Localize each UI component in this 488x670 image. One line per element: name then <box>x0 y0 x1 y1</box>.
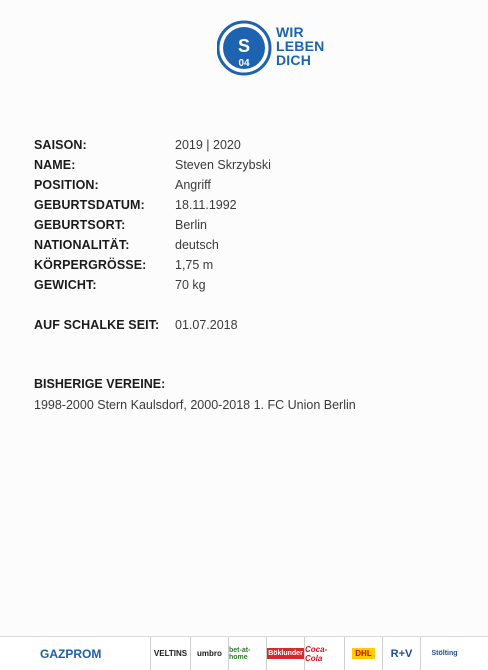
info-value: 1,75 m <box>175 258 214 272</box>
info-value: Steven Skrzybski <box>175 158 271 172</box>
sponsor-strip <box>0 636 488 670</box>
sponsor-name: Böklunder <box>268 650 303 657</box>
info-value: Angriff <box>175 178 211 192</box>
crest-number: 04 <box>238 58 250 69</box>
info-value: deutsch <box>175 238 219 252</box>
info-value: 18.11.1992 <box>175 198 237 212</box>
sponsor-logo <box>420 637 468 670</box>
info-value: 70 kg <box>175 278 206 292</box>
sponsor-name: R+V <box>390 647 413 660</box>
slogan-line: WIR <box>276 24 304 40</box>
sponsor-name: Coca-Cola <box>305 644 328 663</box>
info-value: 2019 | 2020 <box>175 138 241 152</box>
sponsor-name: Stölting <box>431 650 458 657</box>
previous-clubs-label: BISHERIGE VEREINE: <box>34 377 166 391</box>
crest-letter: S <box>237 36 251 56</box>
sponsor-logo <box>228 637 266 670</box>
sponsor-logo <box>266 637 304 670</box>
sponsor-logo <box>0 637 150 670</box>
info-label: SAISON: <box>34 138 87 152</box>
sponsor-name: DHL <box>352 648 374 659</box>
sponsor-logo <box>150 637 190 670</box>
info-label: POSITION: <box>34 178 99 192</box>
sponsor-logo <box>304 637 344 670</box>
info-value: 01.07.2018 <box>175 318 238 332</box>
slogan-line: DICH <box>276 52 312 68</box>
sponsor-name: umbro <box>197 649 222 658</box>
schalke-crest-icon <box>217 20 273 76</box>
sponsor-logo <box>382 637 420 670</box>
slogan-line: LEBEN <box>276 38 325 54</box>
info-value: Berlin <box>175 218 207 232</box>
sponsor-logo <box>344 637 382 670</box>
info-label: GEBURTSDATUM: <box>34 198 145 212</box>
sponsor-name: bet-at-home <box>229 646 251 661</box>
info-label: GEWICHT: <box>34 278 97 292</box>
sponsor-name: GAZPROM <box>40 646 102 661</box>
previous-clubs-value: 1998-2000 Stern Kaulsdorf, 2000-2018 1. FC Union Berlin <box>34 398 356 412</box>
info-label: NATIONALITÄT: <box>34 238 130 252</box>
club-logo <box>217 20 342 76</box>
info-label: KÖRPERGRÖSSE: <box>34 258 147 272</box>
club-slogan <box>276 25 324 67</box>
info-label: GEBURTSORT: <box>34 218 126 232</box>
info-label: AUF SCHALKE SEIT: <box>34 318 160 332</box>
info-label: NAME: <box>34 158 76 172</box>
sponsor-name: VELTINS <box>153 649 188 658</box>
sponsor-logo <box>190 637 228 670</box>
